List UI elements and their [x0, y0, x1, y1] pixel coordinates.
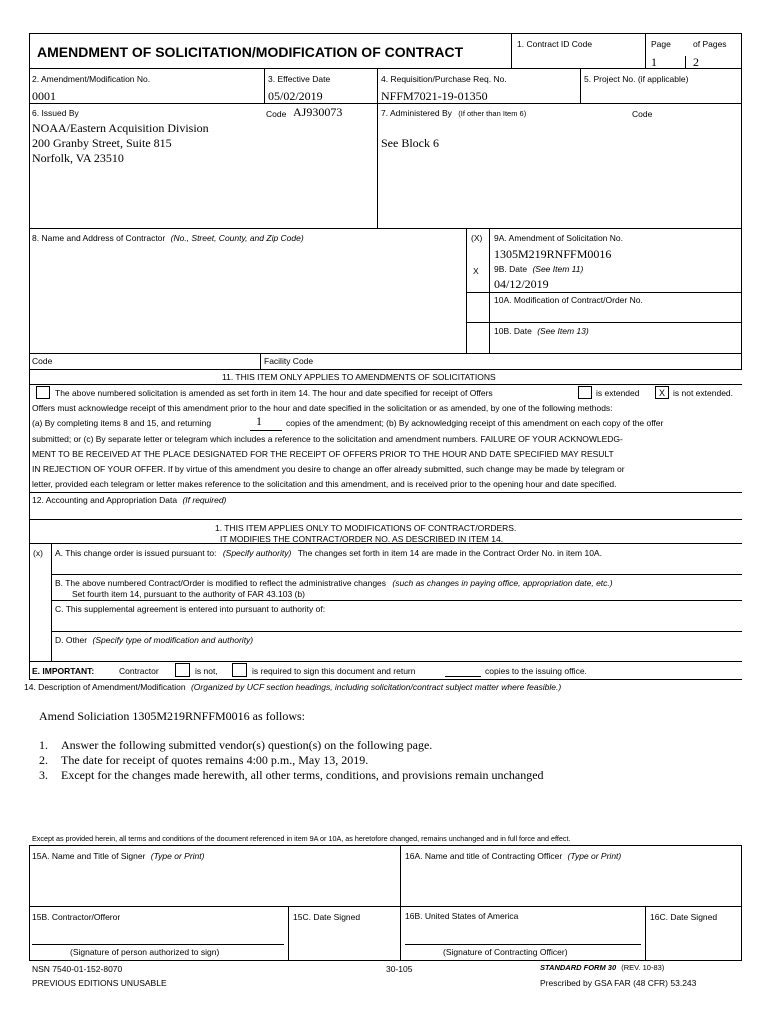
item-13-d-text: D. Other — [55, 635, 88, 645]
project-no-label: 5. Project No. (if applicable) — [584, 74, 689, 84]
item-13-d — [55, 635, 253, 645]
rule — [29, 492, 742, 493]
x-column-label: (x) — [33, 548, 43, 558]
item-text: Answer the following submitted vendor(s) question(s) on the following page. — [61, 738, 433, 752]
issued-by-label: 6. Issued By — [32, 108, 79, 118]
date-10b-text: 10B. Date — [494, 326, 532, 336]
is-not-checkbox[interactable] — [232, 663, 247, 677]
description-item[interactable] — [39, 753, 368, 768]
item-13-b-note: (such as changes in paying office, appropriation date, etc.) — [392, 578, 613, 588]
date-15c-label: 15C. Date Signed — [293, 912, 361, 922]
signer-label — [32, 851, 204, 861]
accounting-note: (If required) — [182, 495, 227, 505]
rule — [51, 543, 52, 661]
rule — [51, 631, 742, 632]
item-11-line-5: MENT TO BE RECEIVED AT THE PLACE DESIGNATED FOR THE RECEIPT OF OFFERS PRIOR TO THE HOUR AND DATE SPECIFIED MAY RESULT — [32, 449, 614, 459]
contractor-label — [32, 233, 304, 243]
date-9b-text: 9B. Date — [494, 264, 528, 274]
date-9b-label — [494, 264, 583, 274]
item-11-line-3a: (a) By completing items 8 and 15, and returning — [32, 418, 212, 428]
item-13-b-text: B. The above numbered Contract/Order is modified to reflect the administrative changes — [55, 578, 387, 588]
administered-by-value[interactable]: See Block 6 — [381, 136, 439, 150]
rule — [466, 228, 467, 353]
rule — [466, 292, 742, 293]
item-11-checkbox[interactable] — [36, 386, 50, 399]
issued-by-line[interactable]: NOAA/Eastern Acquisition Division — [32, 121, 209, 135]
item-13-a-text: A. This change order is issued pursuant to: — [55, 548, 217, 558]
item-13-heading-1: 1. THIS ITEM APPLIES ONLY TO MODIFICATIONS OF CONTRACT/ORDERS. — [215, 523, 517, 533]
form-title: AMENDMENT OF SOLICITATION/MODIFICATION OF CONTRACT — [37, 44, 464, 60]
rule — [741, 845, 742, 960]
rule — [29, 845, 742, 846]
date-16c-label: 16C. Date Signed — [650, 912, 718, 922]
requisition-value[interactable]: NFFM7021-19-01350 — [381, 89, 488, 103]
page-label: Page — [651, 39, 671, 49]
description-note: (Organized by UCF section headings, including solicitation/contract subject matter where feasible.) — [190, 682, 562, 692]
item-13-b-line-2: Set fourth item 14, pursuant to the authority of FAR 43.103 (b) — [72, 589, 305, 599]
item-11-line-7: letter, provided each telegram or letter makes reference to the solicitation and this amendment, and is received prior to the opening hour and date specified. — [32, 479, 617, 489]
date-9b-value[interactable]: 04/12/2019 — [494, 277, 549, 291]
rule — [29, 845, 30, 960]
item-13-a-note: (Specify authority) — [222, 548, 292, 558]
item-11-line-1: The above numbered solicitation is amended as set forth in item 14. The hour and date specified for receipt of Offers — [55, 388, 493, 398]
rule — [29, 369, 742, 370]
requisition-label: 4. Requisition/Purchase Req. No. — [381, 74, 507, 84]
facility-code-label: Facility Code — [264, 356, 314, 366]
rule — [51, 600, 742, 601]
item-13-heading-2: IT MODIFIES THE CONTRACT/ORDER NO. AS DESCRIBED IN ITEM 14. — [220, 534, 504, 544]
contractor-label-note: (No., Street, County, and Zip Code) — [170, 233, 304, 243]
item-11-line-4: submitted; or (c) By separate letter or telegram which includes a reference to the solicitation and amendment numbers. FAILURE OF YOUR ACKNOWLEDG- — [32, 434, 623, 444]
code-value[interactable]: AJ930073 — [293, 105, 343, 119]
officer-text: 16A. Name and title of Contracting Officer — [405, 851, 563, 861]
signature-person-caption: (Signature of person authorized to sign) — [70, 947, 220, 957]
nsn-label: NSN 7540-01-152-8070 — [32, 964, 123, 974]
rule — [29, 68, 742, 69]
contractor-label-text: 8. Name and Address of Contractor — [32, 233, 166, 243]
item-13-a — [55, 548, 602, 558]
copies-text: copies to the issuing office. — [485, 666, 587, 676]
amend-solicitation-label: 9A. Amendment of Solicitation No. — [494, 233, 623, 243]
description-intro[interactable]: Amend Soliciation 1305M219RNFFM0016 as follows: — [39, 709, 306, 723]
item-13-c: C. This supplemental agreement is entered into pursuant to authority of: — [55, 604, 326, 614]
signature-officer-caption: (Signature of Contracting Officer) — [443, 947, 568, 957]
rule — [29, 679, 742, 680]
rule — [645, 33, 646, 68]
signer-text: 15A. Name and Title of Signer — [32, 851, 146, 861]
rule — [264, 68, 265, 103]
administered-by-note: (If other than Item 6) — [458, 109, 527, 118]
rule — [260, 353, 261, 369]
rule-top — [29, 33, 742, 34]
item-text: Except for the changes made herewith, all other terms, conditions, and provisions remain unchanged — [61, 768, 544, 782]
of-pages-value[interactable]: 2 — [693, 55, 699, 69]
item-num: 1. — [39, 738, 48, 752]
contractor-word: Contractor — [119, 666, 159, 676]
rule — [288, 906, 289, 960]
rule — [29, 519, 742, 520]
description-item[interactable] — [39, 738, 432, 753]
effective-date-value[interactable]: 05/02/2019 — [268, 89, 323, 103]
item-11-line-2: Offers must acknowledge receipt of this amendment prior to the hour and date specified in the solicitation or as amended, by one of the following methods: — [32, 403, 613, 413]
officer-note: (Type or Print) — [567, 851, 622, 861]
contract-id-label: 1. Contract ID Code — [517, 39, 593, 49]
rule — [29, 33, 30, 679]
rule — [377, 68, 378, 228]
copies-underline — [250, 430, 282, 431]
prescribed-by: Prescribed by GSA FAR (48 CFR) 53.243 — [540, 978, 697, 988]
rule — [29, 353, 742, 354]
contractor-checkbox[interactable] — [175, 663, 190, 677]
standard-form-text: STANDARD FORM 30 — [540, 963, 617, 972]
date-10b-note: (See Item 13) — [537, 326, 589, 336]
administered-by-text: 7. Administered By — [381, 108, 452, 118]
page-value[interactable]: 1 — [651, 55, 657, 69]
rule — [489, 228, 490, 353]
issued-by-line[interactable]: Norfolk, VA 23510 — [32, 151, 124, 165]
of-pages-label: of Pages — [693, 39, 727, 49]
x-mark-9a[interactable]: X — [473, 266, 479, 276]
amendment-no-label: 2. Amendment/Modification No. — [32, 74, 151, 84]
item-11-heading: 11. THIS ITEM ONLY APPLIES TO AMENDMENTS OF SOLICITATIONS — [222, 372, 496, 382]
amend-solicitation-value[interactable]: 1305M219RNFFM0016 — [494, 247, 612, 261]
extended-label: is extended — [596, 388, 640, 398]
rule — [400, 845, 401, 960]
item-num: 3. — [39, 768, 48, 782]
contractor-offeror-label: 15B. Contractor/Offeror — [32, 912, 121, 922]
x-column-label: (X) — [471, 233, 483, 243]
previous-editions: PREVIOUS EDITIONS UNUSABLE — [32, 978, 167, 988]
rule — [29, 661, 742, 662]
signature-line-contractor[interactable] — [32, 944, 284, 945]
modification-10a-label: 10A. Modification of Contract/Order No. — [494, 295, 643, 305]
rule — [645, 906, 646, 960]
copies-value[interactable]: 1 — [256, 414, 262, 428]
not-extended-label: is not extended. — [673, 388, 734, 398]
usa-label: 16B. United States of America — [405, 911, 519, 921]
copies-return-underline — [445, 676, 481, 677]
amendment-no-value[interactable]: 0001 — [32, 89, 56, 103]
rule — [29, 228, 742, 229]
important-label: E. IMPORTANT: — [32, 666, 95, 676]
required-text: is required to sign this document and return — [252, 666, 416, 676]
item-13-d-note: (Specify type of modification and authority) — [92, 635, 254, 645]
signature-line-officer[interactable] — [405, 944, 641, 945]
is-not-label: is not, — [195, 666, 218, 676]
rule — [51, 574, 742, 575]
rule — [741, 33, 742, 369]
date-10b-label — [494, 326, 589, 336]
item-11-line-6: IN REJECTION OF YOUR OFFER. If by virtue of this amendment you desire to change an offer already submitted, such change may be made by telegram or — [32, 464, 625, 474]
not-extended-checkbox[interactable] — [655, 386, 669, 399]
description-text: 14. Description of Amendment/Modification — [24, 682, 186, 692]
item-11-line-3b: copies of the amendment; (b) By acknowledging receipt of this amendment on each copy of the offer — [286, 418, 664, 428]
officer-label — [405, 851, 621, 861]
date-9b-note: (See Item 11) — [532, 264, 584, 274]
rule — [685, 56, 686, 68]
x-mark: X — [658, 388, 665, 398]
item-num: 2. — [39, 753, 48, 767]
rule — [466, 322, 742, 323]
item-13-a-text-2: The changes set forth in item 14 are made in the Contract Order No. in item 10A. — [297, 548, 602, 558]
accounting-label — [32, 495, 226, 505]
item-text: The date for receipt of quotes remains 4:00 p.m., May 13, 2019. — [61, 753, 369, 767]
rule — [29, 960, 742, 961]
rule — [511, 33, 512, 68]
except-text: Except as provided herein, all terms and conditions of the document referenced in item 9A or 10A, as heretofore changed, remains unchanged and in full force and effect. — [32, 834, 571, 843]
rule — [29, 906, 742, 907]
description-item[interactable] — [39, 768, 544, 783]
description-label — [24, 682, 561, 692]
contractor-code-label: Code — [32, 356, 53, 366]
code-label: Code — [266, 109, 287, 119]
rule — [580, 68, 581, 103]
standard-form-label — [540, 963, 664, 972]
form-number: 30-105 — [386, 964, 413, 974]
extended-checkbox[interactable] — [578, 386, 592, 399]
signer-note: (Type or Print) — [150, 851, 205, 861]
item-13-b — [55, 578, 613, 588]
administered-by-label — [381, 108, 526, 118]
issued-by-line[interactable]: 200 Granby Street, Suite 815 — [32, 136, 172, 150]
revision-text: (REV. 10-83) — [621, 963, 665, 972]
admin-code-label: Code — [632, 109, 653, 119]
rule — [29, 384, 742, 385]
accounting-text: 12. Accounting and Appropriation Data — [32, 495, 178, 505]
effective-date-label: 3. Effective Date — [268, 74, 331, 84]
